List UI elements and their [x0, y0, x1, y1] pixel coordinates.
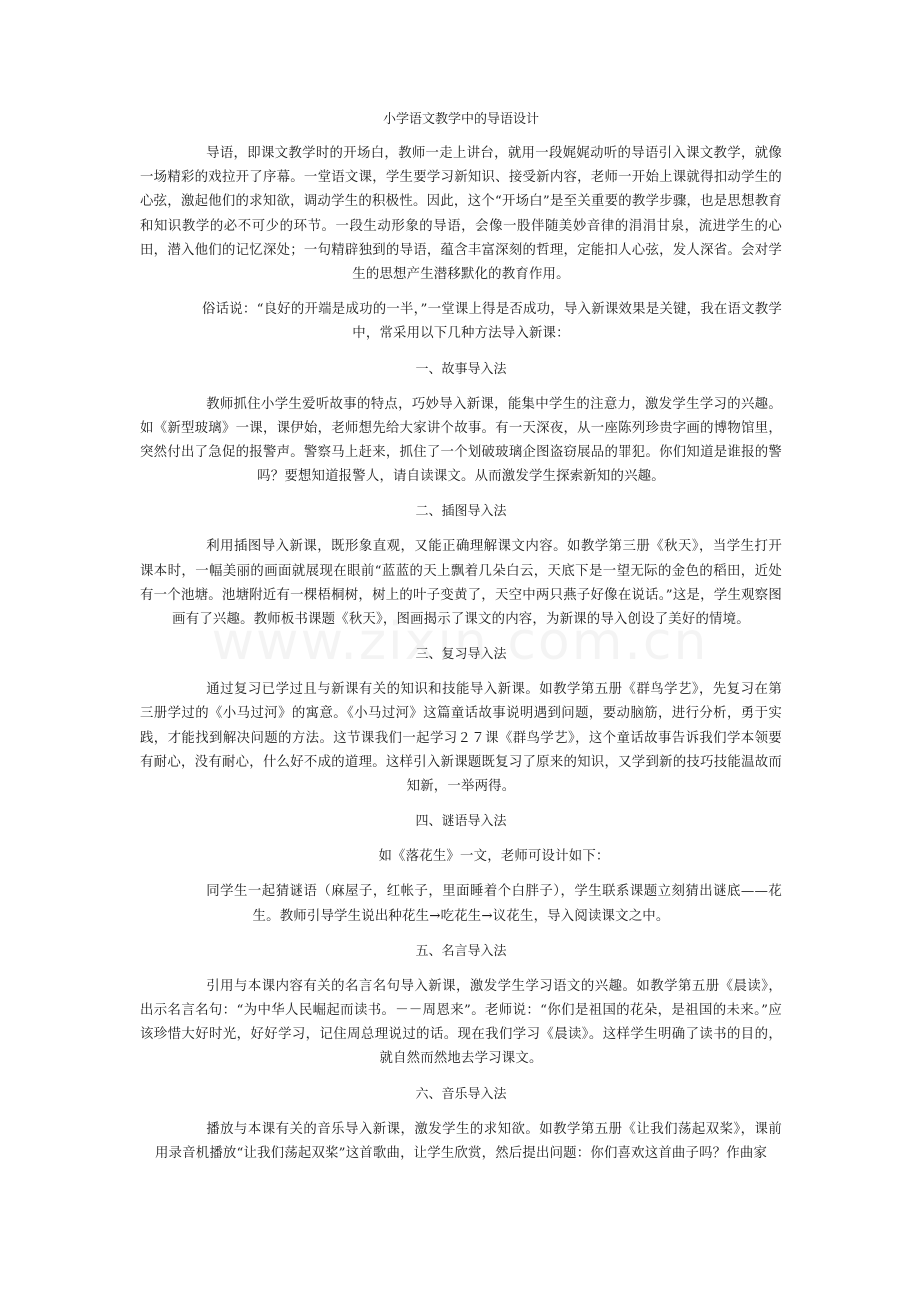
- document-title: 小学语文教学中的导语设计: [382, 112, 539, 127]
- section-paragraph: 同学生一起猜谜语（麻屋子，红帐子，里面睡着个白胖子），学生联系课题立刻猜出谜底——花生。教师引导学生说出种花生→吃花生→议花生，导入阅读课文之中。: [206, 884, 782, 924]
- section-paragraph: 利用插图导入新课，既形象直观，又能正确理解课文内容。如教学第三册《秋天》，当学生打开课本时，一幅美丽的画面就展现在眼前“蓝蓝的天上飘着几朵白云，天底下是一望无际的金色的稻田，近处有一个池塘。池塘附近有一棵梧桐树，树上的叶子变黄了，天空中两只燕子好像在说话。”这是，学生观察图画有了兴趣。教师板书课题《秋天》，图画揭示了课文的内容，为新课的导入创设了美好的情境。: [140, 539, 782, 628]
- section-heading: 一、故事导入法: [415, 361, 507, 377]
- intro-paragraph: 导语，即课文教学时的开场白，教师一走上讲台，就用一段娓娓动听的导语引入课文教学，就像一场精彩的戏拉开了序幕。一堂语文课，学生要学习新知识、接受新内容，老师一开始上课就得扣动学生的心弦，激起他们的求知欲，调动学生的积极性。因此，这个“开场白”是至关重要的教学步骤，也是思想教育和知识教学的必不可少的环节。一段生动形象的导语，会像一股伴随美妙音律的涓涓甘泉，流进学生的心田，潜入他们的记忆深处；一句精辟独到的导语，蕴含丰富深刻的哲理，定能扣人心弦，发人深省。会对学生的思想产生潜移默化的教育作用。: [140, 146, 782, 283]
- section-heading: 二、插图导入法: [415, 504, 507, 520]
- section-paragraph: 引用与本课内容有关的名言名句导入新课，激发学生学习语文的兴趣。如教学第五册《晨读》，出示名言名句：“为中华人民崛起而读书。－－周恩来”。老师说：“你们是祖国的花朵，是祖国的未来。”应该珍惜大好时光，好好学习，记住周总理说过的话。现在我们学习《晨读》。这样学生明确了读书的目的，就自然而然地去学习课文。: [140, 978, 782, 1067]
- section-heading: 五、名言导入法: [415, 943, 507, 959]
- section-heading: 六、音乐导入法: [415, 1086, 507, 1102]
- section-paragraph: 通过复习已学过且与新课有关的知识和技能导入新课。如教学第五册《群鸟学艺》，先复习在第三册学过的《小马过河》的寓意。《小马过河》这篇童话故事说明遇到问题，要动脑筋，进行分析，勇于实践，才能找到解决问题的方法。这节课我们一起学习２７课《群鸟学艺》，这个童话故事告诉我们学本领要有耐心，没有耐心，什么好不成的道理。这样引入新课题既复习了原来的知识，又学到新的技巧技能温故而知新，一举两得。: [140, 682, 782, 795]
- section-heading: 四、谜语导入法: [415, 814, 507, 830]
- section-heading: 三、复习导入法: [415, 647, 507, 663]
- section-paragraph: 播放与本课有关的音乐导入新课，激发学生的求知欲。如教学第五册《让我们荡起双桨》，课前用录音机播放“让我们荡起双桨”这首歌曲，让学生欣赏，然后提出问题：你们喜欢这首曲子吗？作曲家: [154, 1121, 782, 1161]
- intro-paragraph: 俗话说：“良好的开端是成功的一半，”一堂课上得是否成功，导入新课效果是关键，我在语文教学中，常采用以下几种方法导入新课：: [202, 302, 782, 342]
- section-paragraph: 教师抓住小学生爱听故事的特点，巧妙导入新课，能集中学生的注意力，激发学生学习的兴趣。如《新型玻璃》一课，课伊始，老师想先给大家讲个故事。有一天深夜，从一座陈列珍贵字画的博物馆里，突然付出了急促的报警声。警察马上赶来，抓住了一个划破玻璃企图盗窃展品的罪犯。你们知道是谁报的警吗？要想知道报警人，请自读课文。从而激发学生探索新知的兴趣。: [140, 396, 782, 485]
- document-body: [140, 108, 782, 1166]
- section-paragraph: 如《落花生》一文，老师可设计如下：: [378, 849, 610, 865]
